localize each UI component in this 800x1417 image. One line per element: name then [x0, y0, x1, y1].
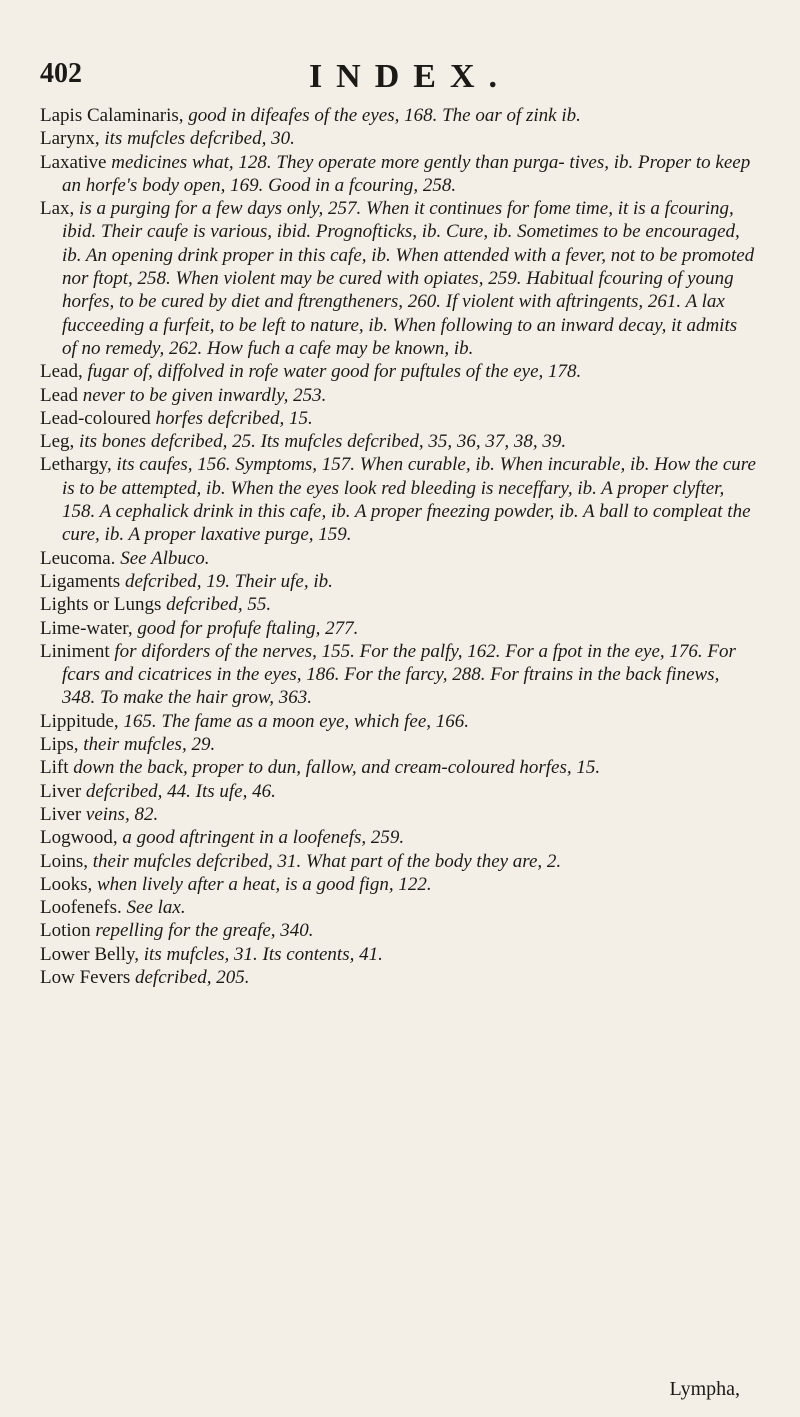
- entry-headword: Logwood,: [40, 827, 118, 849]
- index-entry: [40, 710, 756, 733]
- index-entry: [40, 197, 756, 360]
- entry-headword: Lethargy,: [40, 454, 112, 476]
- index-entry: [40, 756, 756, 779]
- entry-text: See lax.: [121, 897, 186, 919]
- entry-text: horfes defcribed, 15.: [150, 407, 313, 429]
- index-entry: [40, 453, 756, 546]
- entry-text: never to be given inwardly, 253.: [77, 384, 327, 406]
- entry-text: its mufcles, 31. Its contents, 41.: [139, 943, 383, 965]
- entry-text: its caufes, 156. Symptoms, 157. When curable, ib. When incurable, ib. How the cure is to be attempted, ib. When the eyes look red bleeding is neceffary, ib. A proper clyfter, 158. A cephalick drink in this cafe, ib. A proper fneezing powder, ib. A ball to compleat the cure, ib. A proper laxative purge, 159.: [62, 454, 756, 546]
- index-entry: [40, 873, 756, 896]
- entry-headword: Lippitude,: [40, 710, 119, 732]
- index-entry: [40, 966, 756, 989]
- catchword: Lympha,: [669, 1378, 740, 1400]
- entry-text: defcribed, 205.: [130, 966, 250, 988]
- index-entry: [40, 547, 756, 570]
- entry-text: their mufcles, 29.: [78, 734, 216, 756]
- entry-text: veins, 82.: [81, 803, 159, 825]
- entry-text: See Albuco.: [115, 547, 210, 569]
- entry-headword: Liver: [40, 803, 82, 825]
- index-entry: [40, 104, 756, 127]
- index-entry: [40, 617, 756, 640]
- entry-text: for diforders of the nerves, 155. For the palfy, 162. For a fpot in the eye, 176. For fcars and cicatrices in the eyes, 186. For the farcy, 288. For ftrains in the back finews, 348. To make the hair grow, 363.: [62, 640, 736, 709]
- entry-text: good in difeafes of the eyes, 168. The oar of zink ib.: [183, 105, 581, 126]
- entry-headword: Lax,: [40, 198, 75, 220]
- entry-text: defcribed, 44. Its ufe, 46.: [81, 780, 276, 802]
- index-entry: [40, 640, 756, 710]
- running-title: INDEX.: [308, 58, 512, 95]
- entry-headword: Ligaments: [40, 570, 121, 592]
- entry-headword: Loins,: [40, 850, 89, 872]
- entry-headword: Leg,: [40, 431, 75, 453]
- entry-text: when lively after a heat, is a good fign, 122.: [92, 873, 432, 895]
- index-entry: [40, 803, 756, 826]
- entry-headword: Lapis Calaminaris,: [40, 105, 184, 126]
- entry-headword: Lotion: [40, 920, 91, 942]
- index-entry: [40, 919, 756, 942]
- entry-headword: Laxative: [40, 151, 107, 173]
- entry-headword: Lift: [40, 757, 69, 779]
- page-number: 402: [40, 58, 82, 89]
- index-entry: [40, 850, 756, 873]
- entry-text: down the back, proper to dun, fallow, and cream-coloured horfes, 15.: [68, 757, 601, 779]
- entry-headword: Lime-water,: [40, 617, 133, 639]
- entry-headword: Looks,: [40, 873, 93, 895]
- entry-headword: Low Fevers: [40, 966, 131, 988]
- entry-headword: Larynx,: [40, 128, 100, 150]
- index-entry: [40, 430, 756, 453]
- entry-headword: Lead: [40, 384, 78, 406]
- entry-headword: Lead-coloured: [40, 407, 151, 429]
- index-entry: [40, 407, 756, 430]
- entry-text: their mufcles defcribed, 31. What part of the body they are, 2.: [88, 850, 562, 872]
- entry-text: its bones defcribed, 25. Its mufcles defcribed, 35, 36, 37, 38, 39.: [74, 431, 567, 453]
- entry-text: repelling for the greafe, 340.: [90, 920, 314, 942]
- entry-text: is a purging for a few days only, 257. When it continues for fome time, it is a fcouring, ibid. Their caufe is various, ibid. Prognofticks, ib. Cure, ib. Sometimes to be encouraged, ib. An opening drink proper in this cafe, ib. When attended with a fever, not to be promoted nor ftopt, 258. When violent may be cured with opiates, 259. Habitual fcouring of young horfes, to be cured by diet and ftrengtheners, 260. If violent with aftringents, 261. A lax fucceeding a furfeit, to be left to nature, ib. When following to an inward decay, it admits of no remedy, 262. How fuch a cafe may be known, ib.: [62, 198, 755, 359]
- entry-headword: Lips,: [40, 734, 79, 756]
- entry-text: a good aftringent in a loofenefs, 259.: [117, 827, 405, 849]
- index-entry: [40, 360, 756, 383]
- entry-headword: Lights or Lungs: [40, 594, 162, 616]
- index-entry: [40, 826, 756, 849]
- index-entry: [40, 780, 756, 803]
- index-entry: [40, 570, 756, 593]
- index-entry: [40, 151, 756, 198]
- index-entry: [40, 896, 756, 919]
- entry-headword: Lower Belly,: [40, 943, 140, 965]
- entry-text: defcribed, 19. Their ufe, ib.: [120, 570, 333, 592]
- index-entry: [40, 943, 756, 966]
- index-entry: [40, 384, 756, 407]
- entry-headword: Lead,: [40, 361, 83, 383]
- entry-text: 165. The fame as a moon eye, which fee, 166.: [118, 710, 470, 732]
- entry-text: good for profufe ftaling, 277.: [132, 617, 359, 639]
- entry-headword: Liniment: [40, 640, 110, 662]
- page-header: [40, 58, 780, 98]
- index-entry: [40, 127, 756, 150]
- entry-headword: Liver: [40, 780, 82, 802]
- entry-headword: Loofenefs.: [40, 897, 122, 919]
- index-entry: [40, 733, 756, 756]
- index-entry: [40, 593, 756, 616]
- entry-text: medicines what, 128. They operate more gently than purga- tives, ib. Proper to keep an horfe's body open, 169. Good in a fcouring, 258.: [62, 151, 751, 196]
- entry-text: defcribed, 55.: [161, 594, 272, 616]
- entry-headword: Leucoma.: [40, 547, 116, 569]
- entry-text: fugar of, diffolved in rofe water good for puftules of the eye, 178.: [82, 361, 582, 383]
- entry-text: its mufcles defcribed, 30.: [99, 128, 295, 150]
- index-entries: [40, 104, 756, 989]
